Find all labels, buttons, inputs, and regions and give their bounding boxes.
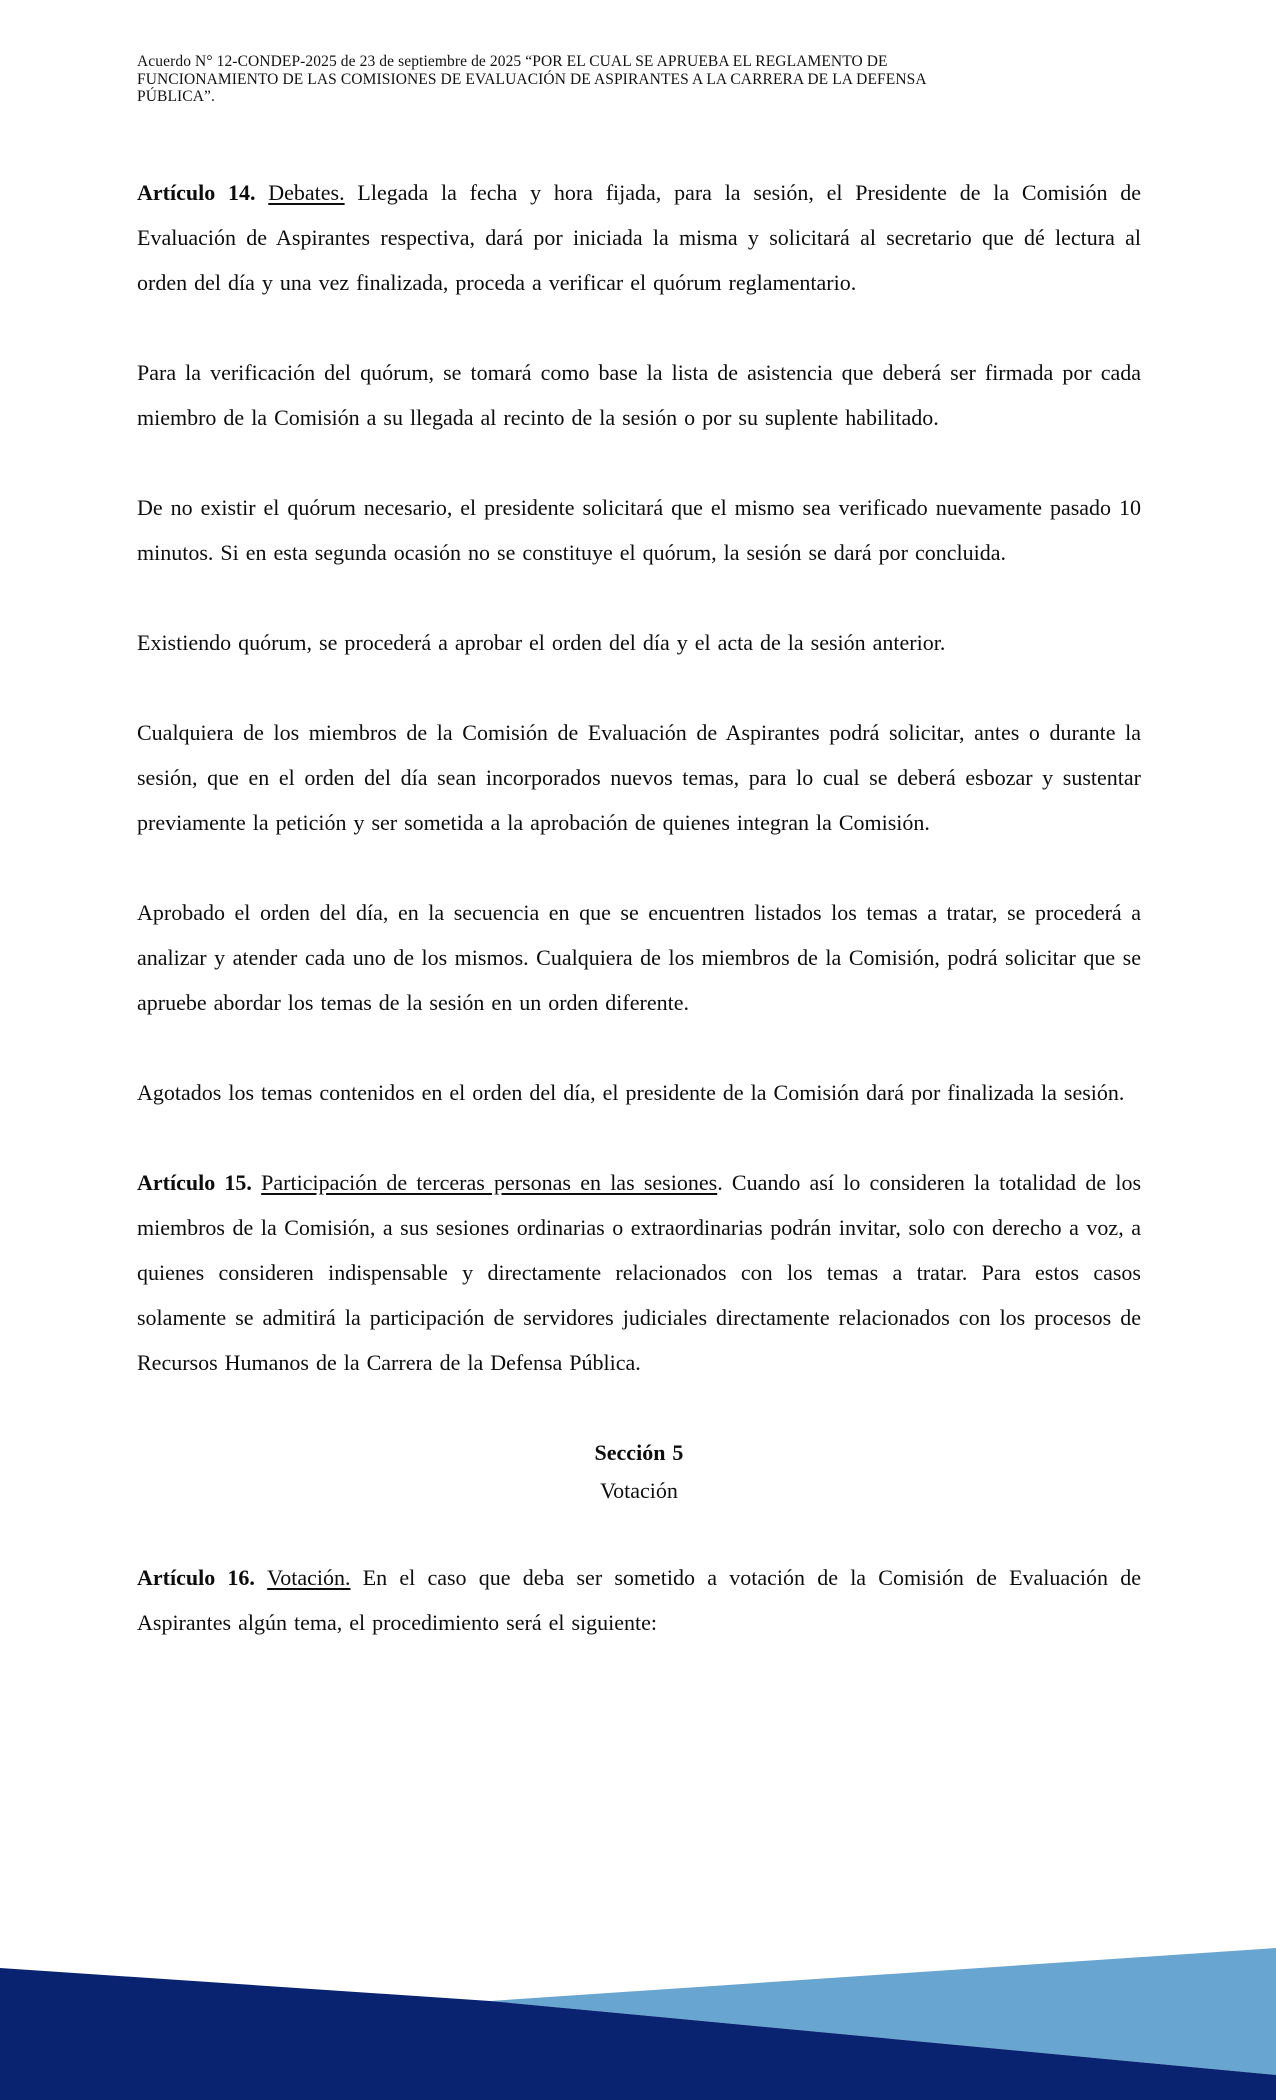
text-segment: De no existir el quórum necesario, el presidente solicitará que el mismo sea verificado nuevamente pasado 10 minutos. Si en esta segunda ocasión no se constituye el quórum, la sesión se dará por concluida. (137, 495, 1141, 565)
document-body (137, 170, 1141, 1690)
text-segment: Aprobado el orden del día, en la secuencia en que se encuentren listados los temas a tratar, se procederá a analizar y atender cada uno de los mismos. Cualquiera de los miembros de la Comisión, podrá solicitar que se apruebe abordar los temas de la sesión en un orden diferente. (137, 900, 1141, 1015)
text-segment: Para la verificación del quórum, se tomará como base la lista de asistencia que deberá ser firmada por cada miembro de la Comisión a su llegada al recinto de la sesión o por su suplente habilitado. (137, 360, 1141, 430)
paragraph-nuevos-temas (137, 710, 1141, 845)
text-segment: Cualquiera de los miembros de la Comisión de Evaluación de Aspirantes podrá solicitar, antes o durante la sesión, que en el orden del día sean incorporados nuevos temas, para lo cual se deberá esbozar y sustentar previamente la petición y ser sometida a la aprobación de quienes integran la Comisión. (137, 720, 1141, 835)
footer-decoration (0, 1930, 1276, 2100)
paragraph-articulo-14 (137, 170, 1141, 305)
paragraph-temas-agotados (137, 1070, 1141, 1115)
text-segment: Artículo 15. (137, 1170, 262, 1195)
text-segment: Llegada la fecha y hora fijada, para la sesión, el Presidente de la Comisión de Evaluación de Aspirantes respectiva, dará por iniciada la misma y solicitará al secretario que dé lectura al orden del día y una vez finalizada, proceda a verificar el quórum reglamentario. (137, 180, 1142, 295)
paragraph-existiendo-quorum (137, 620, 1141, 665)
text-segment: . Cuando así lo consideren la totalidad de los miembros de la Comisión, a sus sesiones ordinarias o extraordinarias podrán invitar, solo con derecho a voz, a quienes consideren indispensable y directamente relacionados con los temas a tratar. Para estos casos solamente se admitirá la participación de servidores judiciales directamente relacionados con los procesos de Recursos Humanos de la Carrera de la Defensa Pública. (137, 1170, 1142, 1375)
document-header (137, 53, 1141, 106)
paragraph-articulo-15 (137, 1160, 1141, 1385)
paragraph-quorum-necesario (137, 485, 1141, 575)
section-heading (137, 1430, 1141, 1510)
header-line: PÚBLICA”. (137, 88, 215, 105)
text-segment: Agotados los temas contenidos en el orden del día, el presidente de la Comisión dará por finalizada la sesión. (137, 1080, 1125, 1105)
paragraph-articulo-16 (137, 1555, 1141, 1645)
text-segment: Artículo 14. (137, 180, 269, 205)
text-segment: Votación. (267, 1565, 351, 1590)
header-line: FUNCIONAMIENTO DE LAS COMISIONES DE EVALUACIÓN DE ASPIRANTES A LA CARRERA DE LA DEFENSA (137, 70, 927, 88)
paragraph-quorum-verificacion (137, 350, 1141, 440)
text-segment: Debates. (268, 180, 345, 205)
text-segment: Artículo 16. (137, 1565, 268, 1590)
section-subtitle: Votación (600, 1478, 678, 1503)
paragraph-orden-aprobado (137, 890, 1141, 1025)
section-title: Sección 5 (594, 1440, 684, 1465)
text-segment: Existiendo quórum, se procederá a aprobar el orden del día y el acta de la sesión anterior. (137, 630, 946, 655)
header-line: Acuerdo N° 12-CONDEP-2025 de 23 de septiembre de 2025 “POR EL CUAL SE APRUEBA EL REGLAMENTO DE (137, 53, 888, 70)
text-segment: En el caso que deba ser sometido a votación de la Comisión de Evaluación de Aspirantes algún tema, el procedimiento será el siguiente: (137, 1565, 1142, 1635)
text-segment: Participación de terceras personas en las sesiones (261, 1170, 718, 1195)
